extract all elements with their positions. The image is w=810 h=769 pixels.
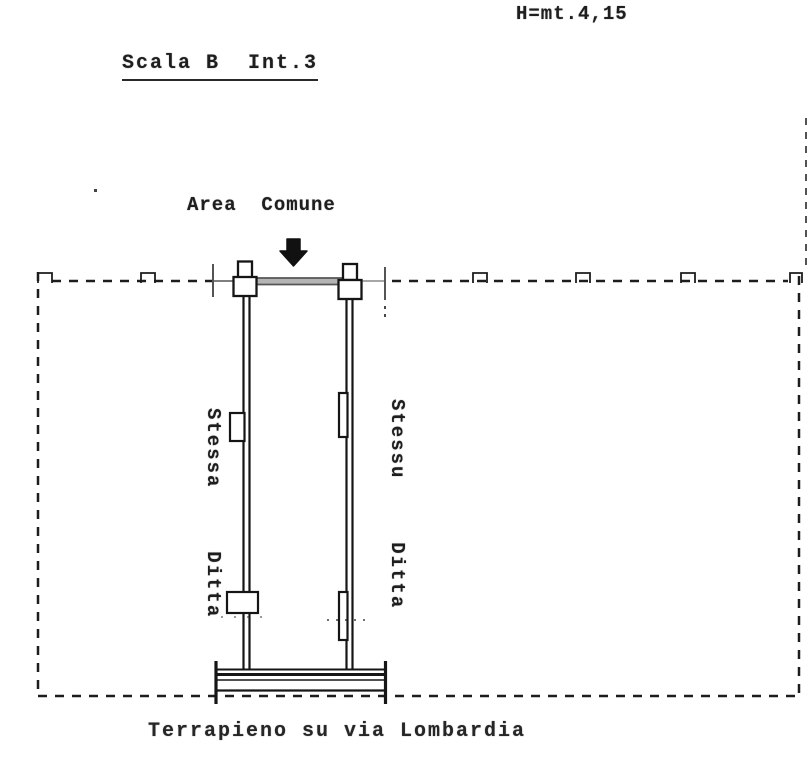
down-arrow-icon (280, 239, 307, 266)
corridor-walls (244, 294, 353, 670)
stray-scan-dot (94, 189, 97, 192)
left-wall-lower-pillar (227, 592, 258, 613)
left-pillar-top (238, 262, 252, 278)
right-wall-upper-niche (339, 393, 348, 437)
property-boundary (38, 118, 806, 696)
left-adjacent-owner-label: Stessa Ditta (202, 408, 224, 619)
right-adjacent-owner-label: Stessu Ditta (386, 399, 408, 610)
left-wall-upper-niche (230, 413, 245, 441)
left-pillar-body (234, 277, 257, 296)
right-pillar-top (343, 264, 357, 280)
wall-niches (227, 393, 348, 640)
embankment-street-label: Terrapieno su via Lombardia (148, 720, 527, 743)
height-annotation: H=mt.4,15 (516, 3, 628, 25)
right-pillar-body (339, 280, 362, 299)
base-embankment-wall (216, 661, 386, 704)
right-wall-lower-niche (339, 592, 348, 640)
stairwell-structure (213, 262, 385, 671)
plan-title: Scala B Int.3 (122, 52, 318, 81)
area-comune-label: Area Comune (187, 194, 336, 216)
